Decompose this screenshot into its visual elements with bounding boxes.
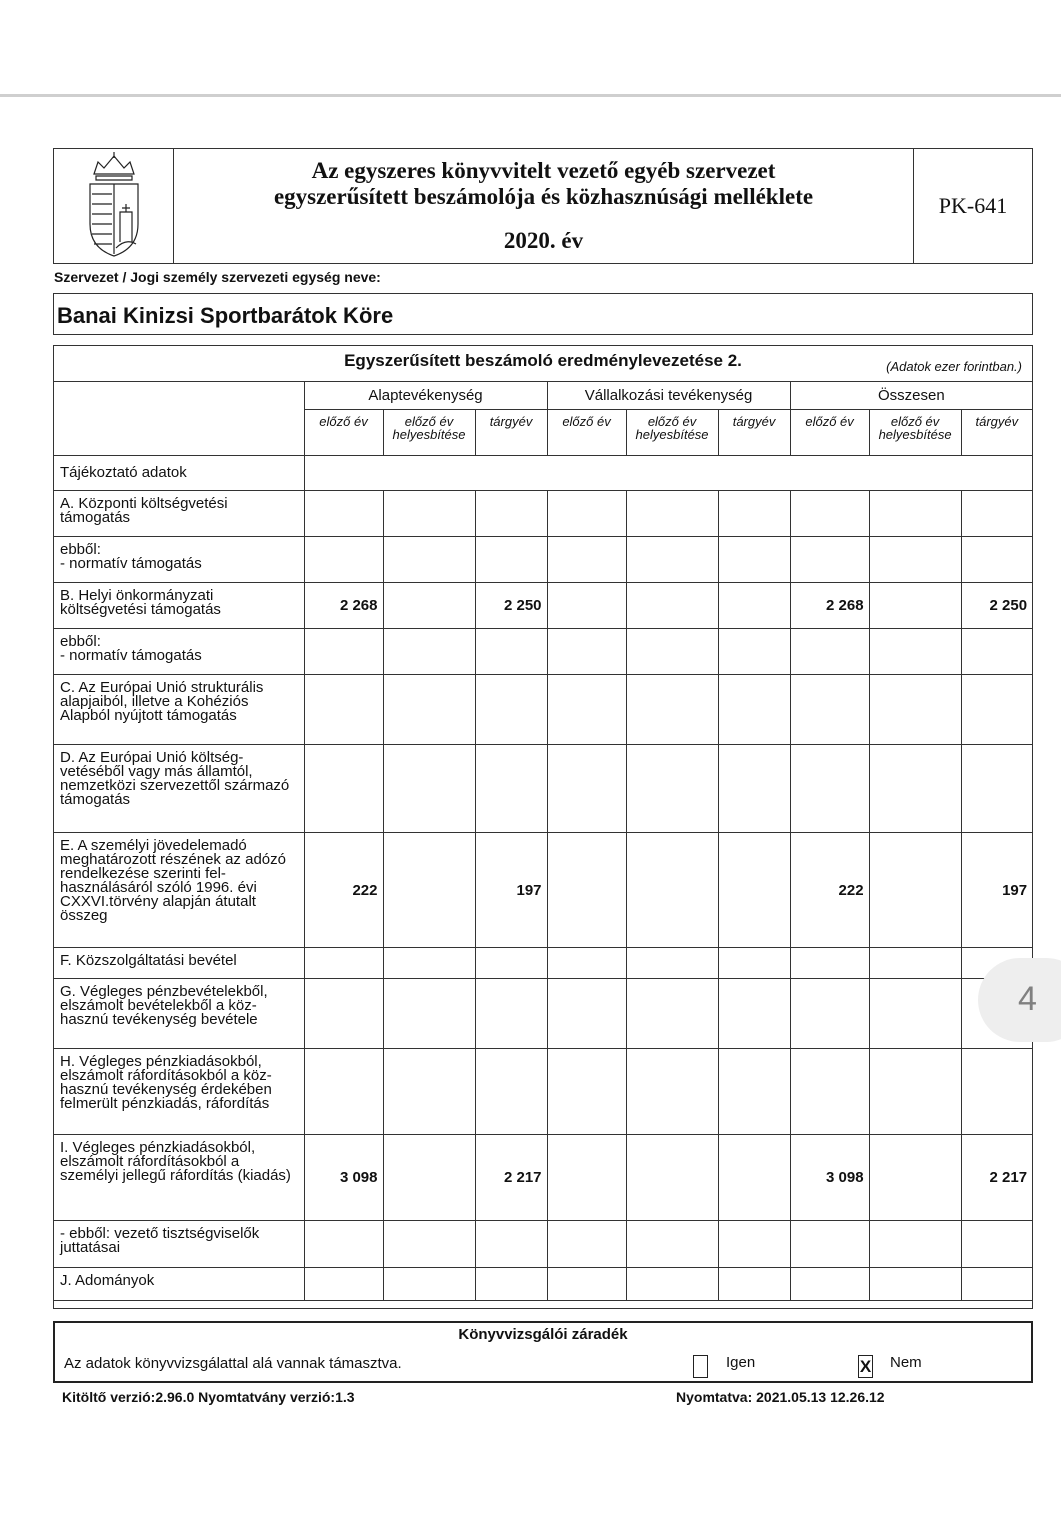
value-cell bbox=[547, 675, 626, 745]
table-row bbox=[54, 629, 1032, 675]
value-cell bbox=[547, 1221, 626, 1268]
value-cell bbox=[304, 675, 383, 745]
table-row bbox=[54, 1268, 1032, 1301]
value-cell: 3 098 bbox=[304, 1135, 383, 1221]
value-cell bbox=[383, 979, 475, 1049]
row-label-text: B. Helyi önkormányzati költségvetési támogatás bbox=[60, 587, 221, 618]
row-label bbox=[54, 1135, 304, 1221]
form-header bbox=[53, 148, 1033, 264]
value-cell bbox=[304, 537, 383, 583]
row-label bbox=[54, 491, 304, 537]
value-cell bbox=[383, 491, 475, 537]
value-cell bbox=[547, 537, 626, 583]
value-cell bbox=[304, 1221, 383, 1268]
value-cell bbox=[961, 675, 1032, 745]
value-cell bbox=[626, 979, 718, 1049]
row-label-text: ebből: - normatív támogatás bbox=[60, 633, 202, 664]
value-cell bbox=[869, 583, 961, 629]
hungarian-coat-of-arms-icon bbox=[82, 152, 146, 260]
value-cell bbox=[626, 833, 718, 948]
value-cell bbox=[961, 629, 1032, 675]
value-cell bbox=[383, 1049, 475, 1135]
value-cell bbox=[718, 629, 790, 675]
value-cell bbox=[304, 979, 383, 1049]
unit-note: (Adatok ezer forintban.) bbox=[886, 359, 1022, 374]
value-cell bbox=[626, 675, 718, 745]
row-label bbox=[54, 629, 304, 675]
row-label-text: Tájékoztató adatok bbox=[60, 464, 187, 481]
value-cell bbox=[383, 537, 475, 583]
value-cell bbox=[869, 948, 961, 979]
subcolumn-header: előző év bbox=[547, 410, 626, 456]
table-row bbox=[54, 583, 1032, 629]
row-label bbox=[54, 1049, 304, 1135]
value-cell bbox=[547, 745, 626, 833]
value-cell bbox=[718, 979, 790, 1049]
value-cell bbox=[869, 1221, 961, 1268]
table-row bbox=[54, 537, 1032, 583]
value-cell bbox=[304, 491, 383, 537]
value-cell bbox=[869, 833, 961, 948]
value-cell bbox=[626, 537, 718, 583]
value-cell bbox=[790, 675, 869, 745]
row-label-text: J. Adományok bbox=[60, 1272, 155, 1289]
row-label bbox=[54, 583, 304, 629]
value-cell bbox=[475, 629, 547, 675]
value-cell bbox=[869, 675, 961, 745]
row-label bbox=[54, 948, 304, 979]
subcolumn-header: előző év helyesbítése bbox=[626, 410, 718, 456]
value-cell bbox=[869, 745, 961, 833]
value-cell bbox=[626, 583, 718, 629]
subcolumn-header: tárgyév bbox=[718, 410, 790, 456]
table-row bbox=[54, 745, 1032, 833]
value-cell bbox=[547, 833, 626, 948]
row-label bbox=[54, 745, 304, 833]
value-cell bbox=[547, 1135, 626, 1221]
value-cell bbox=[626, 1135, 718, 1221]
value-cell bbox=[475, 1221, 547, 1268]
table-row bbox=[54, 675, 1032, 745]
value-cell bbox=[718, 491, 790, 537]
value-cell bbox=[869, 491, 961, 537]
value-cell bbox=[475, 745, 547, 833]
value-cell: 2 268 bbox=[304, 583, 383, 629]
value-cell bbox=[383, 1268, 475, 1301]
value-cell: 222 bbox=[304, 833, 383, 948]
row-label-text: C. Az Európai Unió strukturális alapjaiból, illetve a Kohéziós Alapból nyújtott támogatás bbox=[60, 679, 264, 724]
subcolumn-header: előző év helyesbítése bbox=[869, 410, 961, 456]
table-title: Egyszerűsített beszámoló eredménylevezetése 2. bbox=[344, 351, 742, 370]
value-cell: 3 098 bbox=[790, 1135, 869, 1221]
value-cell: 2 268 bbox=[790, 583, 869, 629]
row-label bbox=[54, 833, 304, 948]
value-cell bbox=[790, 491, 869, 537]
table-row bbox=[54, 833, 1032, 948]
title-line-1: Az egyszeres könyvvitelt vezető egyéb szervezet bbox=[311, 158, 776, 183]
value-cell bbox=[475, 1049, 547, 1135]
data-grid bbox=[54, 381, 1032, 1301]
yes-checkbox[interactable] bbox=[693, 1355, 708, 1378]
value-cell bbox=[383, 583, 475, 629]
value-cell bbox=[869, 629, 961, 675]
value-cell bbox=[869, 1135, 961, 1221]
value-cell bbox=[790, 745, 869, 833]
value-cell: 2 217 bbox=[475, 1135, 547, 1221]
label-column-header bbox=[54, 382, 304, 456]
form-title bbox=[174, 149, 914, 263]
value-cell bbox=[718, 833, 790, 948]
row-label bbox=[54, 456, 304, 491]
value-cell bbox=[961, 1268, 1032, 1301]
value-cell bbox=[383, 948, 475, 979]
value-cell bbox=[961, 1049, 1032, 1135]
value-cell bbox=[304, 629, 383, 675]
table-row bbox=[54, 1049, 1032, 1135]
value-cell bbox=[383, 1221, 475, 1268]
subcolumn-header: előző év bbox=[304, 410, 383, 456]
row-label-text: I. Végleges pénzkiadásokból, elszámolt ráfordításokból a személyi jellegű ráfordítás (kiadás) bbox=[60, 1139, 291, 1184]
table-row bbox=[54, 979, 1032, 1049]
income-statement-table bbox=[53, 345, 1033, 1309]
audit-title: Könyvvizsgálói záradék bbox=[458, 1326, 628, 1343]
group-header-row bbox=[54, 382, 1032, 410]
table-row bbox=[54, 1221, 1032, 1268]
value-cell: 2 217 bbox=[961, 1135, 1032, 1221]
value-cell bbox=[718, 675, 790, 745]
value-cell bbox=[547, 948, 626, 979]
value-cell bbox=[626, 1221, 718, 1268]
no-label: Nem bbox=[890, 1354, 922, 1371]
value-cell bbox=[790, 629, 869, 675]
form-code: PK-641 bbox=[938, 193, 1008, 218]
table-row bbox=[54, 456, 1032, 491]
value-cell bbox=[626, 948, 718, 979]
value-cell bbox=[718, 583, 790, 629]
value-cell bbox=[869, 979, 961, 1049]
value-cell bbox=[718, 948, 790, 979]
page-number: 4 bbox=[1018, 980, 1037, 1018]
value-cell bbox=[961, 491, 1032, 537]
report-year: 2020. év bbox=[503, 228, 584, 253]
row-label bbox=[54, 537, 304, 583]
value-cell bbox=[547, 1268, 626, 1301]
value-cell bbox=[383, 1135, 475, 1221]
subcolumn-header: előző év bbox=[790, 410, 869, 456]
table-row bbox=[54, 948, 1032, 979]
value-cell bbox=[626, 1049, 718, 1135]
value-cell bbox=[383, 745, 475, 833]
value-cell bbox=[626, 491, 718, 537]
table-row bbox=[54, 1135, 1032, 1221]
value-cell: 2 250 bbox=[475, 583, 547, 629]
value-cell bbox=[383, 833, 475, 948]
value-cell bbox=[718, 1268, 790, 1301]
subcolumn-header: előző év helyesbítése bbox=[383, 410, 475, 456]
value-cell bbox=[626, 1268, 718, 1301]
row-label bbox=[54, 1268, 304, 1301]
value-cell bbox=[718, 1221, 790, 1268]
title-line-2: egyszerűsített beszámolója és közhasznúsági melléklete bbox=[273, 184, 814, 209]
table-caption bbox=[54, 346, 1032, 382]
row-label-text: E. A személyi jövedelemadó meghatározott részének az adózó rendelkezése szerinti fel-használásáról szóló 1996. évi CXXVI.törvény alapján átutalt összeg bbox=[60, 837, 286, 924]
value-cell bbox=[547, 979, 626, 1049]
value-cell bbox=[869, 537, 961, 583]
value-cell bbox=[869, 1049, 961, 1135]
group-header: Alaptevékenység bbox=[304, 382, 547, 410]
subcolumn-header: tárgyév bbox=[475, 410, 547, 456]
value-cell bbox=[475, 979, 547, 1049]
row-label-text: D. Az Európai Unió költség-vetéséből vagy más államtól, nemzetközi szervezettől származó támogatás bbox=[60, 749, 290, 808]
value-cell bbox=[475, 491, 547, 537]
value-cell: 222 bbox=[790, 833, 869, 948]
value-cell bbox=[547, 1049, 626, 1135]
row-label-text: H. Végleges pénzkiadásokból, elszámolt ráfordításokból a köz-hasznú tevékenység érdekében felmerült pénzkiadás, ráfordítás bbox=[60, 1053, 272, 1112]
row-label bbox=[54, 1221, 304, 1268]
value-cell bbox=[718, 1135, 790, 1221]
group-header: Összesen bbox=[790, 382, 1032, 410]
value-cell: 197 bbox=[961, 833, 1032, 948]
table-row bbox=[54, 491, 1032, 537]
row-label-text: F. Közszolgáltatási bevétel bbox=[60, 952, 237, 969]
row-label bbox=[54, 675, 304, 745]
no-checkbox[interactable]: X bbox=[859, 1357, 872, 1376]
value-cell: 2 250 bbox=[961, 583, 1032, 629]
row-label-text: ebből: - normatív támogatás bbox=[60, 541, 202, 572]
value-cell bbox=[304, 1049, 383, 1135]
value-cell: 197 bbox=[475, 833, 547, 948]
value-cell bbox=[790, 948, 869, 979]
row-label-text: G. Végleges pénzbevételekből, elszámolt bevételekből a köz-hasznú tevékenység bevétele bbox=[60, 983, 268, 1028]
merged-cell bbox=[304, 456, 1032, 491]
value-cell bbox=[790, 537, 869, 583]
value-cell bbox=[626, 745, 718, 833]
value-cell bbox=[961, 745, 1032, 833]
top-divider bbox=[0, 94, 1061, 97]
value-cell bbox=[961, 1221, 1032, 1268]
value-cell bbox=[790, 1268, 869, 1301]
row-label-text: - ebből: vezető tisztségviselők juttatásai bbox=[60, 1225, 260, 1256]
value-cell bbox=[475, 1268, 547, 1301]
organization-name: Banai Kinizsi Sportbarátok Köre bbox=[53, 293, 1033, 335]
value-cell bbox=[383, 675, 475, 745]
value-cell bbox=[304, 745, 383, 833]
value-cell bbox=[790, 1049, 869, 1135]
value-cell bbox=[718, 745, 790, 833]
value-cell bbox=[475, 948, 547, 979]
value-cell bbox=[790, 979, 869, 1049]
print-timestamp: Nyomtatva: 2021.05.13 12.26.12 bbox=[676, 1389, 885, 1405]
value-cell bbox=[304, 948, 383, 979]
audit-clause bbox=[53, 1321, 1033, 1383]
value-cell bbox=[475, 537, 547, 583]
value-cell bbox=[547, 583, 626, 629]
coat-of-arms bbox=[54, 149, 174, 263]
yes-label: Igen bbox=[726, 1354, 756, 1371]
value-cell bbox=[869, 1268, 961, 1301]
subcolumn-header: tárgyév bbox=[961, 410, 1032, 456]
value-cell bbox=[547, 491, 626, 537]
value-cell bbox=[718, 1049, 790, 1135]
value-cell bbox=[383, 629, 475, 675]
audit-statement: Az adatok könyvvizsgálattal alá vannak támasztva. bbox=[64, 1355, 402, 1372]
value-cell bbox=[475, 675, 547, 745]
group-header: Vállalkozási tevékenység bbox=[547, 382, 790, 410]
value-cell bbox=[626, 629, 718, 675]
row-label-text: A. Központi költségvetési támogatás bbox=[60, 495, 228, 526]
filler-version: Kitöltő verzió:2.96.0 Nyomtatvány verzió:1.3 bbox=[62, 1389, 355, 1405]
organization-label: Szervezet / Jogi személy szervezeti egység neve: bbox=[54, 269, 381, 285]
value-cell bbox=[718, 537, 790, 583]
row-label bbox=[54, 979, 304, 1049]
value-cell bbox=[547, 629, 626, 675]
value-cell bbox=[790, 1221, 869, 1268]
value-cell bbox=[961, 537, 1032, 583]
value-cell bbox=[304, 1268, 383, 1301]
